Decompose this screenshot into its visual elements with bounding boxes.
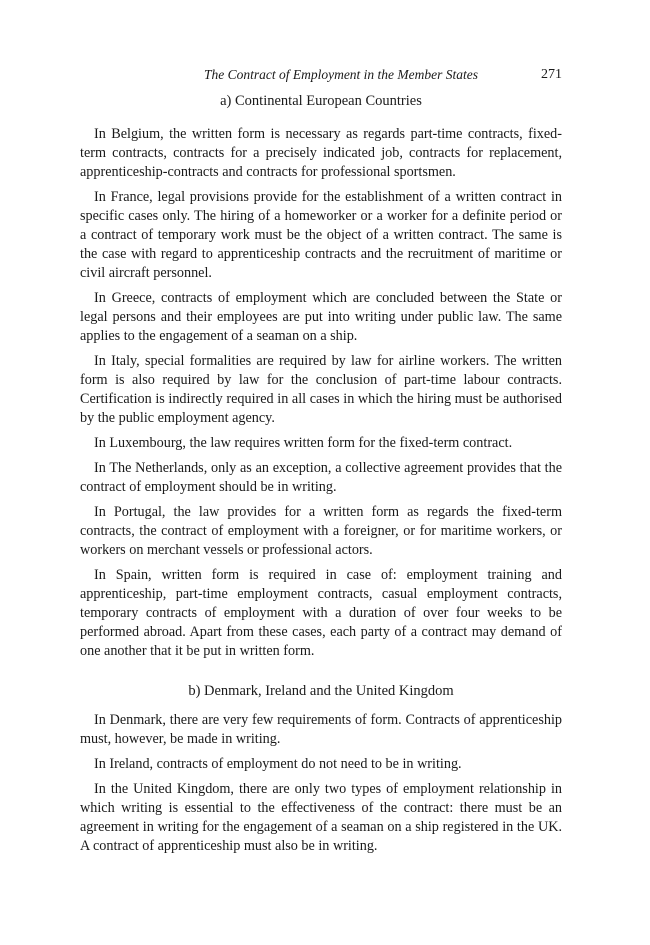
paragraph-portugal: In Portugal, the law provides for a written form as regards the fixed-term contracts, the contract of employment with a foreigner, or for maritime workers, or workers on merchant vessels or professional actors.	[80, 504, 562, 558]
paragraph-denmark: In Denmark, there are very few requirements of form. Contracts of apprenticeship must, however, be made in writing.	[80, 712, 562, 747]
running-title: The Contract of Employment in the Member States	[203, 67, 479, 82]
section-heading-denmark-ireland-uk: b) Denmark, Ireland and the United Kingdom	[188, 683, 454, 699]
paragraph-luxembourg: In Luxembourg, the law requires written form for the fixed-term contract.	[94, 435, 513, 451]
paragraph-france: In France, legal provisions provide for the establishment of a written contract in specific cases only. The hiring of a homeworker or a worker for a definite period or a contract of temporary work must be the object of a written contract. The same is the case with regard to apprenticeship contracts and the recruitment of maritime or civil aircraft personnel.	[80, 189, 562, 281]
running-head	[80, 64, 562, 86]
paragraph-spain: In Spain, written form is required in case of: employment training and apprenticeship, part-time employment contracts, casual employment contracts, temporary contracts of employment with a duration of over four weeks to be performed abroad. Apart from these cases, each party of a contract may demand of one another that it be put in written form.	[80, 567, 562, 659]
paragraph-united-kingdom: In the United Kingdom, there are only two types of employment relationship in which writing is essential to the effectiveness of the contract: there must be an agreement in writing for the engagement of a seaman on a ship registered in the UK. A contract of apprenticeship must also be in writing.	[80, 781, 562, 854]
page-number: 271	[541, 67, 562, 82]
book-page	[80, 64, 562, 862]
paragraph-netherlands: In The Netherlands, only as an exception, a collective agreement provides that the contract of employment should be in writing.	[80, 460, 562, 495]
paragraph-greece: In Greece, contracts of employment which are concluded between the State or legal persons and their employees are put into writing under public law. The same applies to the engagement of a seaman on a ship.	[80, 290, 562, 344]
paragraph-ireland: In Ireland, contracts of employment do not need to be in writing.	[94, 756, 462, 772]
paragraph-belgium: In Belgium, the written form is necessary as regards part-time contracts, fixed-term contracts, contracts for a precisely indicated job, contracts for replacement, apprenticeship-contracts and contracts for professional sportsmen.	[80, 126, 562, 180]
section-heading-continental: a) Continental European Countries	[220, 93, 422, 109]
paragraph-italy: In Italy, special formalities are required by law for airline workers. The written form is also required by law for the conclusion of part-time labour contracts. Certification is indirectly required in all cases in which the hiring must be authorised by the public employment agency.	[80, 353, 562, 426]
